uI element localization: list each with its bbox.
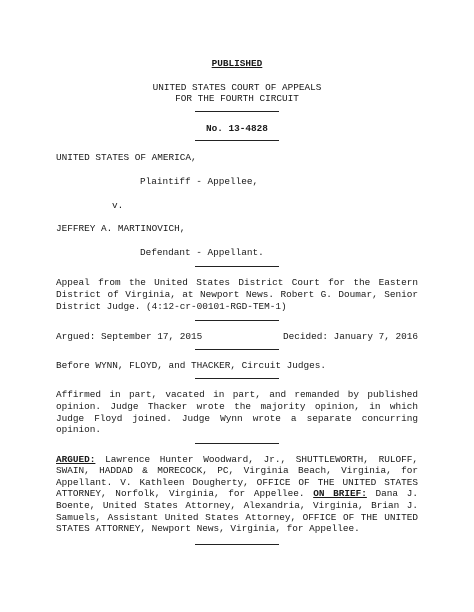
panel-line: Before WYNN, FLOYD, and THACKER, Circuit Judges. [56, 359, 327, 371]
court-name-line2: FOR THE FOURTH CIRCUIT [175, 93, 299, 105]
divider-rule [195, 544, 279, 545]
brief-counsel: Dana J. Boente, United States Attorney, Alexandria, Virginia, Brian J. Samuels, Assistant United States Attorney, OFFICE OF THE UNITED STATES ATTORNEY, Newport News, Virginia, for Appellee. [56, 488, 418, 535]
case-number: No. 13-4828 [206, 122, 268, 134]
dates-row [56, 331, 418, 343]
appellee-role: Plaintiff - Appellee, [140, 175, 259, 187]
argued-counsel: Lawrence Hunter Woodward, Jr., SHUTTLEWORTH, RULOFF, SWAIN, HADDAD & MORECOCK, PC, Virginia Beach, Virginia, for Appellant. V. Kathleen Dougherty, OFFICE OF THE UNITED STATES ATTORNEY, Norfolk, Virginia, for Appellee. [56, 453, 418, 500]
court-name-line1: UNITED STATES COURT OF APPEALS [152, 81, 322, 93]
argued-date: Argued: September 17, 2015 [56, 331, 203, 343]
on-brief-label: ON BRIEF: [313, 488, 367, 500]
disposition-paragraph: Affirmed in part, vacated in part, and remanded by published opinion. Judge Thacker wrote the majority opinion, in which Judge Floyd joined. Judge Wynn wrote a separate concurring opinion. [56, 389, 418, 436]
argued-label: ARGUED: [56, 453, 96, 465]
appellant-name: JEFFREY A. MARTINOVICH, [56, 223, 186, 235]
versus: v. [112, 199, 124, 211]
appellant-role: Defendant - Appellant. [140, 246, 264, 258]
appeal-paragraph: Appeal from the United States District Court for the Eastern District of Virginia, at Newport News. Robert G. Doumar, Senior District Judge. (4:12-cr-00101-RGD-TEM-1) [56, 277, 418, 312]
published-heading: PUBLISHED [211, 58, 263, 69]
counsel-paragraph [56, 454, 418, 535]
appellee-name: UNITED STATES OF AMERICA, [56, 152, 197, 164]
decided-date: Decided: January 7, 2016 [282, 331, 418, 343]
